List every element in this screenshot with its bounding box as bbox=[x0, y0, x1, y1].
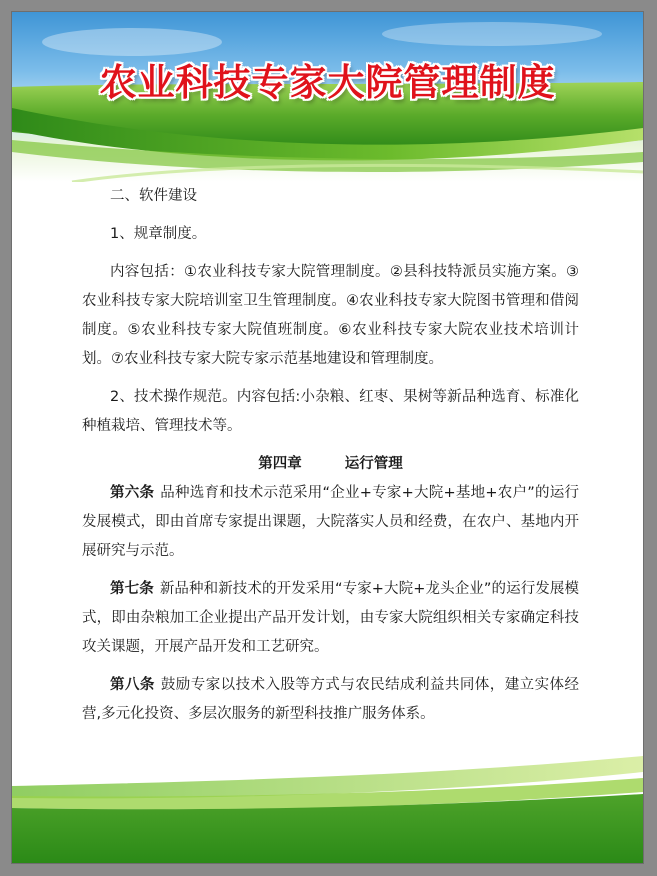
article-label: 第七条 bbox=[110, 581, 154, 597]
article-6 bbox=[82, 479, 579, 566]
article-text: 品种选育和技术示范采用“企业+专家+大院+基地+农户”的运行发展模式，即由首席专家提出课题，大院落实人员和经费，在农户、基地内开展研究与示范。 bbox=[82, 485, 580, 559]
item-1-content: 内容包括：①农业科技专家大院管理制度。②县科技特派员实施方案。③农业科技专家大院培训室卫生管理制度。④农业科技专家大院图书管理和借阅制度。⑤农业科技专家大院值班制度。⑥农业科技专家大院农业技术培训计划。⑦农业科技专家大院专家示范基地建设和管理制度。 bbox=[82, 264, 579, 367]
article-8 bbox=[82, 671, 579, 729]
item-2-content: 2、技术操作规范。内容包括:小杂粮、红枣、果树等新品种选育、标准化种植栽培、管理技术等。 bbox=[82, 389, 579, 434]
chapter-number: 第四章 bbox=[258, 456, 302, 472]
footer-banner bbox=[12, 752, 643, 863]
article-text: 鼓励专家以技术入股等方式与农民结成利益共同体，建立实体经营,多元化投资、多层次服务的新型科技推广服务体系。 bbox=[82, 677, 580, 722]
article-7 bbox=[82, 575, 579, 662]
poster-title: 农业科技专家大院管理制度 bbox=[99, 61, 556, 104]
chapter-title: 运行管理 bbox=[344, 456, 403, 472]
header-banner bbox=[12, 12, 643, 182]
chapter-heading bbox=[82, 450, 579, 479]
section-heading: 二、软件建设 bbox=[110, 188, 197, 204]
rules-body bbox=[82, 182, 579, 729]
footer-grass-illustration bbox=[12, 752, 643, 863]
article-label: 第六条 bbox=[110, 485, 155, 501]
poster bbox=[12, 12, 643, 863]
article-label: 第八条 bbox=[110, 677, 155, 693]
article-text: 新品种和新技术的开发采用“专家+大院+龙头企业”的运行发展模式，即由杂粮加工企业提出产品开发计划，由专家大院组织相关专家确定科技攻关课题，开展产品开发和工艺研究。 bbox=[82, 581, 580, 655]
item-1-heading: 1、规章制度。 bbox=[110, 226, 207, 242]
